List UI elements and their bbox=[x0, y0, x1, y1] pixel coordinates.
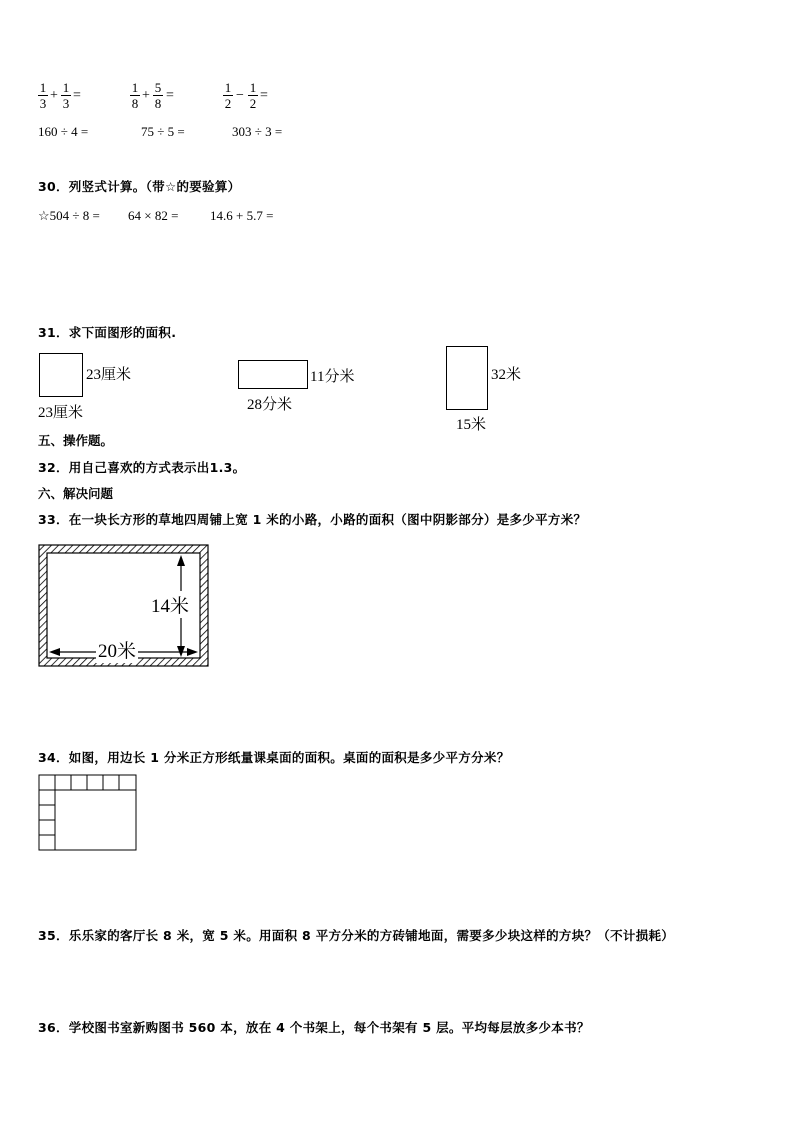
division-expression: 303 ÷ 3 = bbox=[232, 124, 283, 139]
question-32-title: 32．用自己喜欢的方式表示出1.3。 bbox=[38, 460, 246, 475]
height-label: 14米 bbox=[151, 591, 189, 618]
square-side-label: 23厘米 bbox=[38, 405, 84, 421]
section-6-heading: 六、解决问题 bbox=[38, 486, 114, 501]
division-expression: 75 ÷ 5 = bbox=[141, 124, 185, 139]
operator: + bbox=[50, 88, 58, 103]
fraction: 1 2 bbox=[249, 80, 257, 111]
operator: − bbox=[236, 88, 244, 103]
question-33-title: 33．在一块长方形的草地四周铺上宽 1 米的小路，小路的面积（图中阴影部分）是多少平方米？ bbox=[38, 512, 587, 527]
question-31-title: 31．求下面图形的面积. bbox=[38, 325, 177, 340]
square-shape bbox=[39, 353, 83, 397]
question-36-title: 36．学校图书室新购图书 560 本，放在 4 个书架上，每个书架有 5 层。平均每层放多少本书？ bbox=[38, 1020, 590, 1035]
width-label: 20米 bbox=[96, 636, 138, 663]
equals-sign: = bbox=[260, 88, 268, 103]
vertical-calc-expression: 14.6 + 5.7 = bbox=[210, 208, 274, 223]
vertical-calc-expression: ☆504 ÷ 8 = bbox=[38, 208, 100, 223]
fraction: 1 3 bbox=[62, 80, 70, 111]
question-30-title: 30．列竖式计算。（带☆的要验算） bbox=[38, 179, 241, 194]
fraction: 1 8 bbox=[131, 80, 139, 111]
rectangle-height-label: 11分米 bbox=[310, 369, 355, 385]
arrowhead bbox=[177, 555, 185, 566]
rectangle-width-label: 28分米 bbox=[247, 397, 293, 413]
operator: + bbox=[142, 88, 150, 103]
vertical-calc-expression: 64 × 82 = bbox=[128, 208, 179, 223]
desk-grid-diagram bbox=[38, 774, 138, 852]
arrowhead bbox=[49, 648, 60, 656]
rectangle-shape bbox=[446, 346, 488, 410]
square-side-label: 23厘米 bbox=[86, 367, 132, 383]
equals-sign: = bbox=[73, 88, 81, 103]
arrowhead bbox=[187, 648, 198, 656]
fraction: 1 3 bbox=[39, 80, 47, 111]
fraction: 5 8 bbox=[154, 80, 162, 111]
question-34-title: 34．如图，用边长 1 分米正方形纸量课桌面的面积。桌面的面积是多少平方分米？ bbox=[38, 750, 510, 765]
rectangle-width-label: 15米 bbox=[456, 417, 487, 433]
equals-sign: = bbox=[166, 88, 174, 103]
rectangle-shape bbox=[238, 360, 308, 389]
question-35-title: 35．乐乐家的客厅长 8 米，宽 5 米。用面积 8 平方分米的方砖铺地面，需要多少块这样的方块？（不计损耗） bbox=[38, 928, 675, 943]
fraction: 1 2 bbox=[224, 80, 232, 111]
division-expression: 160 ÷ 4 = bbox=[38, 124, 89, 139]
rectangle-height-label: 32米 bbox=[491, 367, 522, 383]
section-5-heading: 五、操作题。 bbox=[38, 433, 114, 448]
